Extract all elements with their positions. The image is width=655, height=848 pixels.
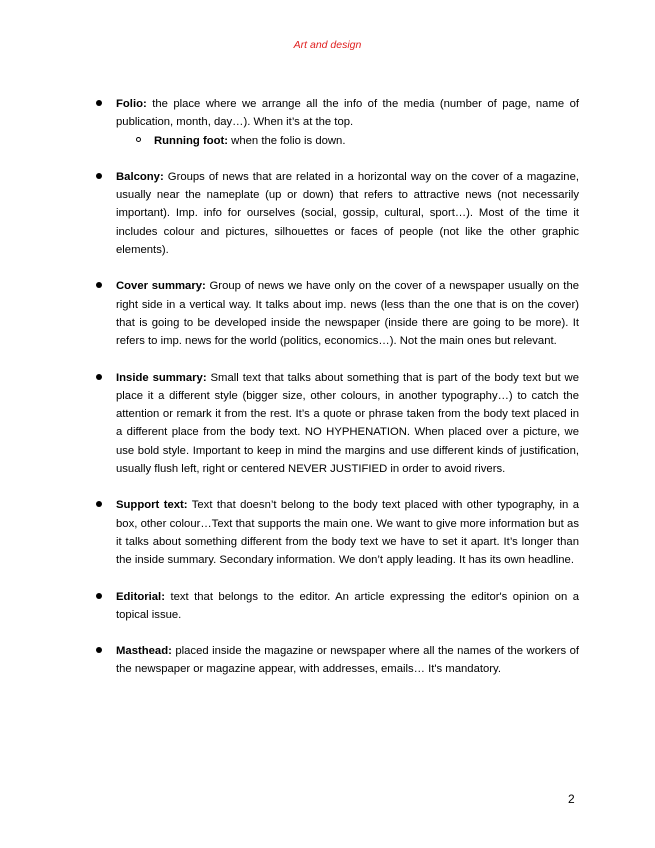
- list-item-folio: [96, 95, 579, 150]
- term-label: Masthead:: [116, 645, 172, 658]
- term-label: Support text:: [116, 499, 188, 512]
- bullet-icon: [96, 647, 102, 653]
- bullet-icon: [96, 282, 102, 288]
- list-item-cover-summary: [96, 277, 579, 350]
- term-definition: Group of news we have only on the cover of a newspaper usually on the right side in a vertical way. It talks about imp. news (less than the one that is on the cover) that is going to be developed inside the newspaper (inside there are going to be more). It refers to imp. news for the world (politics, economics…). Not the main ones but relevant.: [116, 280, 580, 348]
- list-item-inside-summary: [96, 369, 579, 479]
- list-item-balcony: [96, 168, 579, 259]
- term-label: Running foot:: [154, 134, 229, 147]
- page-number: 2: [568, 792, 575, 806]
- page-header: Art and design: [293, 39, 362, 51]
- list-item-support-text: [96, 496, 579, 569]
- term-definition: when the folio is down.: [231, 134, 346, 147]
- glossary-list: [96, 95, 579, 697]
- hollow-bullet-icon: [136, 137, 141, 142]
- term-label: Inside summary:: [116, 371, 207, 384]
- bullet-icon: [96, 100, 102, 106]
- list-item-editorial: [96, 588, 579, 625]
- term-definition: the place where we arrange all the info of the media (number of page, name of publication, month, day…). When it’s at the top.: [116, 98, 579, 129]
- bullet-icon: [96, 501, 102, 507]
- term-label: Editorial:: [116, 590, 165, 603]
- bullet-icon: [96, 593, 102, 599]
- term-definition: text that belongs to the editor. An article expressing the editor's opinion on a topical issue.: [116, 590, 579, 621]
- term-label: Folio:: [116, 98, 147, 110]
- term-label: Cover summary:: [116, 280, 206, 293]
- term-definition: Small text that talks about something that is part of the body text but we place it a different style (bigger size, other colours, in another typography…) to catch the attention or remark it from the rest. It’s a quote or phrase taken from the body text placed in a different place from the body text. NO HYPHENATION. When placed over a picture, we use bold style. Important to keep in mind the margins and use different kinds of justification, usually flush left, right or centered NEVER JUSTIFIED in order to avoid rivers.: [116, 371, 579, 476]
- bullet-icon: [96, 173, 102, 179]
- list-item-masthead: [96, 642, 579, 679]
- term-definition: placed inside the magazine or newspaper where all the names of the workers of the newspaper or magazine appear, with addresses, emails… It's mandatory.: [116, 645, 579, 676]
- term-definition: Groups of news that are related in a horizontal way on the cover of a magazine, usually near the nameplate (up or down) that refers to attractive news (not necessarily important). Imp. info for ourselves (social, gossip, cultural, sport…). Most of the time it includes colour and pictures, silhouettes or faces of people (not like the other graphic elements).: [116, 170, 580, 257]
- bullet-icon: [96, 374, 102, 380]
- sub-item-running-foot: [116, 132, 579, 150]
- term-label: Balcony:: [116, 170, 164, 183]
- term-definition: Text that doesn’t belong to the body text placed with other typography, in a box, other colour…Text that supports the main one. We want to give more information but as it talks about something different from the body text we have to set it apart. It’s longer than the inside summary. Secondary information. We don’t apply leading. It has its own headline.: [116, 499, 579, 567]
